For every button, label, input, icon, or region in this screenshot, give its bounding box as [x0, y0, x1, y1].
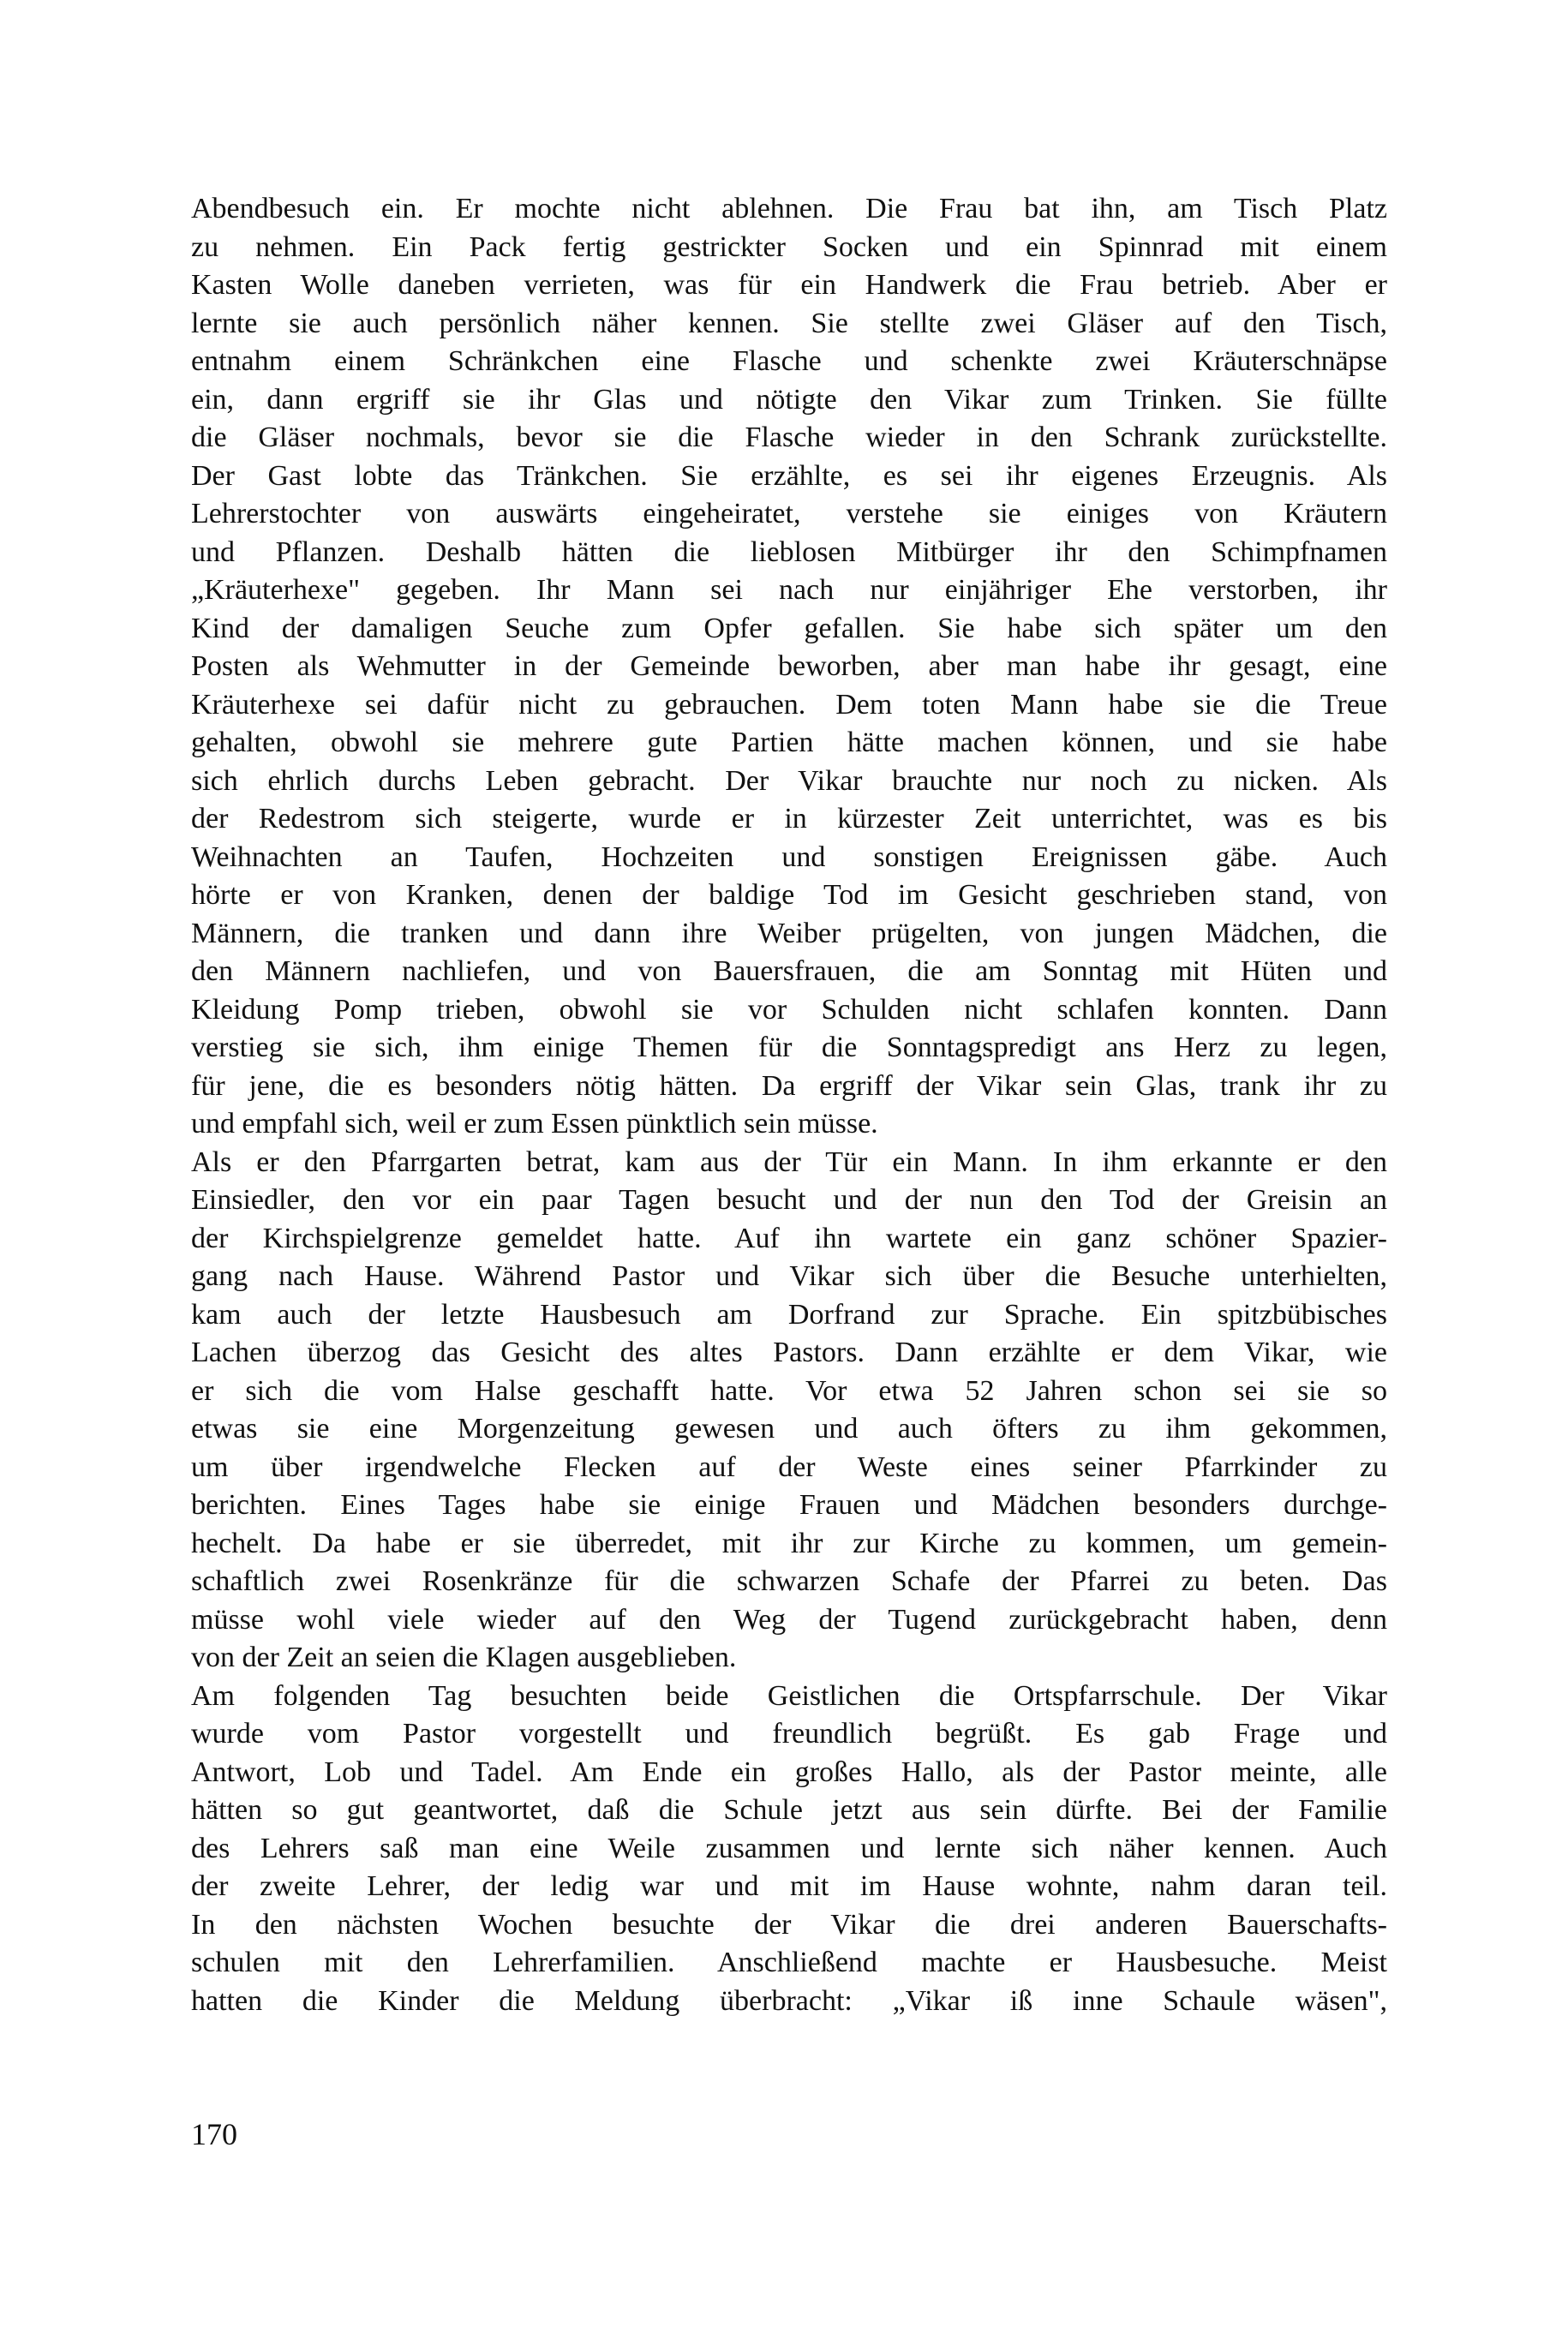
text-line: sich ehrlich durchs Leben gebracht. Der Vikar brauchte nur noch zu nicken. Als [191, 764, 1387, 797]
text-line: von der Zeit an seien die Klagen ausgeblieben. [191, 1642, 737, 1673]
text-line: der zweite Lehrer, der ledig war und mit im Hause wohnte, nahm daran teil. [191, 1870, 1387, 1902]
text-line: Weihnachten an Taufen, Hochzeiten und sonstigen Ereignissen gäbe. Auch [191, 840, 1387, 873]
text-line: Lachen überzog das Gesicht des altes Pastors. Dann erzählte er dem Vikar, wie [191, 1337, 1387, 1368]
text-line: und Pflanzen. Deshalb hätten die lieblosen Mitbürger ihr den Schimpfnamen [191, 535, 1387, 568]
text-line: des Lehrers saß man eine Weile zusammen und lernte sich näher kennen. Auch [191, 1832, 1387, 1864]
body-text [191, 190, 1387, 2020]
text-line: Posten als Wehmutter in der Gemeinde beworben, aber man habe ihr gesagt, eine [191, 650, 1387, 682]
text-line: schulen mit den Lehrerfamilien. Anschließend machte er Hausbesuche. Meist [191, 1947, 1387, 1978]
text-line: Einsiedler, den vor ein paar Tagen besucht und der nun den Tod der Greisin an [191, 1184, 1387, 1216]
text-line: zu nehmen. Ein Pack fertig gestrickter Socken und ein Spinnrad mit einem [191, 230, 1387, 263]
paragraph [191, 190, 1387, 1144]
text-line: verstieg sie sich, ihm einige Themen für die Sonntagspredigt ans Herz zu legen, [191, 1032, 1387, 1063]
text-line: berichten. Eines Tages habe sie einige Frauen und Mädchen besonders durchge- [191, 1489, 1387, 1521]
text-line: etwas sie eine Morgenzeitung gewesen und auch öfters zu ihm gekommen, [191, 1413, 1387, 1445]
text-line: lernte sie auch persönlich näher kennen. Sie stellte zwei Gläser auf den Tisch, [191, 307, 1387, 339]
page-number: 170 [191, 2117, 237, 2151]
text-line: und empfahl sich, weil er zum Essen pünktlich sein müsse. [191, 1108, 878, 1140]
text-line: Der Gast lobte das Tränkchen. Sie erzählte, es sei ihr eigenes Erzeugnis. Als [191, 459, 1387, 492]
text-line: hatten die Kinder die Meldung überbracht: „Vikar iß inne Schaule wäsen", [191, 1984, 1387, 2017]
text-line: er sich die vom Halse geschafft hatte. Vor etwa 52 Jahren schon sei sie so [191, 1374, 1387, 1407]
text-line: müsse wohl viele wieder auf den Weg der Tugend zurückgebracht haben, denn [191, 1603, 1387, 1636]
text-line: Als er den Pfarrgarten betrat, kam aus der Tür ein Mann. In ihm erkannte er den [191, 1146, 1387, 1178]
text-line: den Männern nachliefen, und von Bauersfrauen, die am Sonntag mit Hüten und [191, 955, 1387, 987]
text-line: schaftlich zwei Rosenkränze für die schwarzen Schafe der Pfarrei zu beten. Das [191, 1565, 1387, 1597]
text-line: Kind der damaligen Seuche zum Opfer gefallen. Sie habe sich später um den [191, 612, 1387, 644]
text-line: Lehrerstochter von auswärts eingeheiratet, verstehe sie einiges von Kräutern [191, 498, 1387, 529]
text-line: entnahm einem Schränkchen eine Flasche und schenkte zwei Kräuterschnäpse [191, 345, 1387, 377]
text-line: kam auch der letzte Hausbesuch am Dorfrand zur Sprache. Ein spitzbübisches [191, 1298, 1387, 1331]
text-line: In den nächsten Wochen besuchte der Vikar die drei anderen Bauerschafts- [191, 1908, 1387, 1941]
text-line: der Redestrom sich steigerte, wurde er in kürzester Zeit unterrichtet, was es bis [191, 803, 1387, 834]
text-line: Kleidung Pomp trieben, obwohl sie vor Schulden nicht schlafen konnten. Dann [191, 993, 1387, 1026]
text-line: um über irgendwelche Flecken auf der Weste eines seiner Pfarrkinder zu [191, 1451, 1387, 1483]
text-line: Am folgenden Tag besuchten beide Geistlichen die Ortspfarrschule. Der Vikar [191, 1679, 1387, 1712]
paragraph [191, 1678, 1387, 2021]
text-line: Kräuterhexe sei dafür nicht zu gebrauchen. Dem toten Mann habe sie die Treue [191, 688, 1387, 721]
text-line: gang nach Hause. Während Pastor und Vikar sich über die Besuche unterhielten, [191, 1260, 1387, 1292]
text-line: Kasten Wolle daneben verrieten, was für ein Handwerk die Frau betrieb. Aber er [191, 269, 1387, 301]
text-line: Männern, die tranken und dann ihre Weiber prügelten, von jungen Mädchen, die [191, 917, 1387, 949]
text-line: wurde vom Pastor vorgestellt und freundlich begrüßt. Es gab Frage und [191, 1718, 1387, 1750]
text-line: gehalten, obwohl sie mehrere gute Partien hätte machen können, und sie habe [191, 727, 1387, 758]
text-line: die Gläser nochmals, bevor sie die Flasche wieder in den Schrank zurückstellte. [191, 422, 1387, 453]
text-line: hechelt. Da habe er sie überredet, mit ihr zur Kirche zu kommen, um gemein- [191, 1527, 1387, 1559]
paragraph [191, 1144, 1387, 1678]
text-line: für jene, die es besonders nötig hätten. Da ergriff der Vikar sein Glas, trank ihr zu [191, 1069, 1387, 1102]
text-line: Antwort, Lob und Tadel. Am Ende ein großes Hallo, als der Pastor meinte, alle [191, 1756, 1387, 1788]
text-line: „Kräuterhexe" gegeben. Ihr Mann sei nach nur einjähriger Ehe verstorben, ihr [191, 574, 1387, 606]
text-line: ein, dann ergriff sie ihr Glas und nötigte den Vikar zum Trinken. Sie füllte [191, 383, 1387, 416]
text-line: hätten so gut geantwortet, daß die Schule jetzt aus sein dürfte. Bei der Familie [191, 1794, 1387, 1826]
text-line: Abendbesuch ein. Er mochte nicht ablehnen. Die Frau bat ihn, am Tisch Platz [191, 193, 1387, 224]
text-line: hörte er von Kranken, denen der baldige Tod im Gesicht geschrieben stand, von [191, 879, 1387, 911]
text-line: der Kirchspielgrenze gemeldet hatte. Auf ihn wartete ein ganz schöner Spazier- [191, 1222, 1387, 1254]
